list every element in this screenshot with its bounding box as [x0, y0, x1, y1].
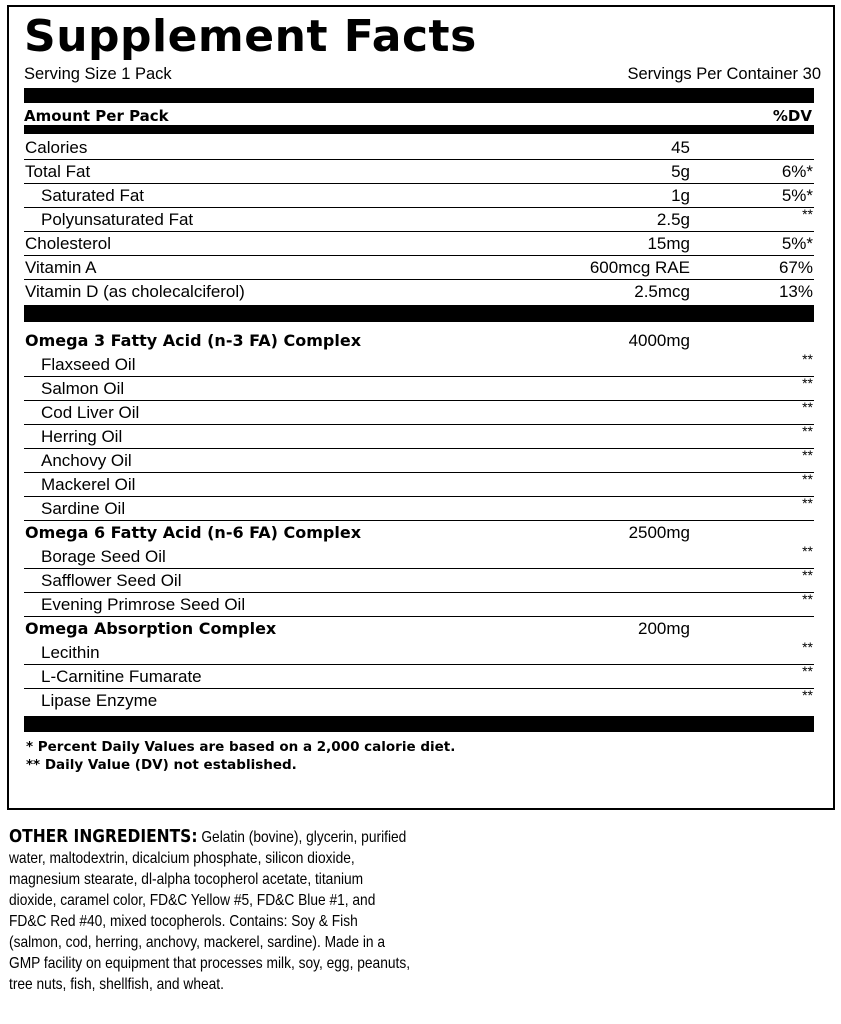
nutrient-dv: 5%*: [781, 234, 813, 253]
serving-size: Serving Size 1 Pack: [24, 65, 172, 83]
nutrient-name: Polyunsaturated Fat: [41, 210, 194, 229]
complex-rows: [24, 329, 814, 713]
servings-per-container: Servings Per Container 30: [627, 65, 821, 83]
table-row: [24, 497, 814, 521]
nutrient-name: Calories: [25, 138, 88, 157]
ingredient-name: Flaxseed Oil: [41, 355, 136, 374]
nutrient-rows: [24, 136, 814, 304]
ingredient-name: Lecithin: [41, 643, 100, 662]
ingredient-name: Safflower Seed Oil: [41, 571, 182, 590]
footnotes: [26, 738, 455, 774]
nutrient-name: Cholesterol: [25, 234, 111, 253]
table-row: [24, 232, 814, 256]
amount-header: [24, 105, 814, 125]
ingredient-name: Evening Primrose Seed Oil: [41, 595, 246, 614]
medium-divider: [24, 125, 814, 134]
table-row: [24, 160, 814, 184]
table-row: [24, 569, 814, 593]
ingredient-dv: **: [802, 663, 813, 679]
nutrient-amount: 1g: [671, 186, 690, 205]
nutrient-amount: 2.5g: [656, 210, 690, 229]
ingredient-dv: **: [802, 423, 813, 439]
complex-amount: 4000mg: [628, 331, 690, 350]
nutrient-name: Saturated Fat: [41, 186, 145, 205]
ingredient-dv: **: [802, 447, 813, 463]
table-row: [24, 521, 814, 545]
ingredient-name: Lipase Enzyme: [41, 691, 158, 710]
nutrient-name: Vitamin A: [25, 258, 97, 277]
table-row: [24, 208, 814, 232]
table-row: [24, 593, 814, 617]
ingredient-dv: **: [802, 471, 813, 487]
nutrient-amount: 5g: [671, 162, 690, 181]
ingredient-dv: **: [802, 399, 813, 415]
ingredient-dv: **: [802, 543, 813, 559]
nutrient-dv: 67%: [778, 258, 813, 277]
ingredient-name: Sardine Oil: [41, 499, 126, 518]
nutrient-amount: 15mg: [647, 234, 690, 253]
nutrient-name: Vitamin D (as cholecalciferol): [25, 282, 245, 301]
table-row: [24, 641, 814, 665]
nutrient-dv: **: [802, 206, 813, 222]
table-row: [24, 184, 814, 208]
table-row: [24, 665, 814, 689]
complex-name: Omega Absorption Complex: [25, 619, 277, 638]
nutrient-dv: 6%*: [781, 162, 813, 181]
complex-amount: 2500mg: [628, 523, 690, 542]
complex-name: Omega 6 Fatty Acid (n-6 FA) Complex: [25, 523, 362, 542]
other-ingredients-text: Gelatin (bovine), glycerin, purified water, maltodextrin, dicalcium phosphate, silicon dioxide, magnesium stearate, dl-alpha tocopherol acetate, titanium dioxide, caramel color, FD&C Yellow #5, FD&C Blue #1, and FD&C Red #40, mixed tocopherols. Contains: Soy & Fish (salmon, cod, herring, anchovy, mackerel, sardine). Made in a GMP facility on equipment that processes milk, soy, egg, peanuts, tree nuts, fish, shellfish, and wheat.: [9, 829, 411, 993]
complex-amount: 200mg: [638, 619, 690, 638]
nutrient-amount: 600mcg RAE: [589, 258, 690, 277]
ingredient-dv: **: [802, 591, 813, 607]
ingredient-dv: **: [802, 567, 813, 583]
ingredient-dv: **: [802, 687, 813, 703]
thick-divider: [24, 88, 814, 103]
ingredient-name: Salmon Oil: [41, 379, 125, 398]
ingredient-dv: **: [802, 639, 813, 655]
thick-divider: [24, 305, 814, 322]
ingredient-dv: **: [802, 375, 813, 391]
ingredient-name: Anchovy Oil: [41, 451, 132, 470]
table-row: [24, 617, 814, 641]
table-row: [24, 401, 814, 425]
table-row: [24, 473, 814, 497]
footnote-dv: * Percent Daily Values are based on a 2,000 calorie diet.: [26, 739, 456, 755]
table-row: [24, 329, 814, 353]
table-row: [24, 136, 814, 160]
table-row: [24, 425, 814, 449]
table-row: [24, 545, 814, 569]
amount-per-pack-label: Amount Per Pack: [24, 107, 169, 125]
table-row: [24, 377, 814, 401]
nutrient-dv: 5%*: [781, 186, 813, 205]
dv-label: %DV: [772, 107, 812, 125]
table-row: [24, 256, 814, 280]
other-ingredients-label: OTHER INGREDIENTS:: [9, 826, 198, 847]
other-ingredients: [9, 826, 413, 995]
nutrient-name: Total Fat: [25, 162, 91, 181]
footnote-not-established: ** Daily Value (DV) not established.: [26, 757, 297, 773]
ingredient-dv: **: [802, 495, 813, 511]
ingredient-name: L-Carnitine Fumarate: [41, 667, 202, 686]
ingredient-name: Herring Oil: [41, 427, 123, 446]
ingredient-name: Cod Liver Oil: [41, 403, 140, 422]
ingredient-name: Borage Seed Oil: [41, 547, 166, 566]
panel-title: Supplement Facts: [24, 11, 477, 62]
ingredient-dv: **: [802, 351, 813, 367]
table-row: [24, 689, 814, 713]
nutrient-dv: 13%: [778, 282, 813, 301]
complex-name: Omega 3 Fatty Acid (n-3 FA) Complex: [25, 331, 362, 350]
ingredient-name: Mackerel Oil: [41, 475, 136, 494]
nutrient-amount: 45: [671, 138, 690, 157]
table-row: [24, 280, 814, 304]
table-row: [24, 449, 814, 473]
nutrient-amount: 2.5mcg: [634, 282, 690, 301]
thick-divider: [24, 716, 814, 732]
table-row: [24, 353, 814, 377]
